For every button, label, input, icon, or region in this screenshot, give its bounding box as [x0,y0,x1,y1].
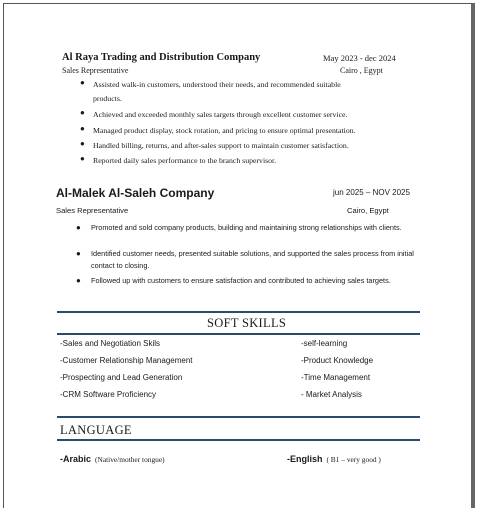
bullet-icon: ● [80,108,85,117]
language-name: -English [287,454,323,464]
job1-bullet-cont: products. [93,94,122,103]
language-level: ( B1 – very good ) [326,455,381,464]
soft-skill-item: -self-learning [301,339,348,348]
job2-bullet: Identified customer needs, presented suitable solutions, and supported the sales process from initial contact to closing. [91,249,414,270]
section-rule [57,333,420,335]
job1-company: Al Raya Trading and Distribution Company [62,52,261,63]
bullet-icon: ● [80,78,85,87]
soft-skill-item: -Sales and Negotiation Skils [60,339,161,348]
job1-role: Sales Representative [62,66,129,75]
section-rule [57,311,420,313]
section-rule [57,439,420,441]
bullet-icon: ● [80,139,85,148]
language-level: (Native/mother tongue) [95,455,165,464]
job1-bullet: Assisted walk-in customers, understood their needs, and recommended suitable [93,80,341,89]
bullet-icon: ● [76,249,81,258]
job2-role: Sales Representative [56,206,129,215]
job1-bullet: Handled billing, returns, and after-sales support to maintain customer satisfaction. [93,141,349,150]
bullet-icon: ● [76,223,81,232]
job1-location: Cairo , Egypt [340,66,383,75]
soft-skills-title: SOFT SKILLS [207,316,287,330]
soft-skill-item: -Time Management [301,373,371,382]
bullet-icon: ● [76,276,81,285]
bullet-icon: ● [80,124,85,133]
language-arabic [60,449,165,467]
soft-skill-item: -Product Knowledge [301,356,374,365]
job2-bullet: Promoted and sold company products, building and maintaining strong relationships with clients. [91,223,402,232]
soft-skill-item: -CRM Software Proficiency [60,390,157,399]
language-english [287,449,381,467]
job1-dates: May 2023 - dec 2024 [323,53,396,63]
language-title: LANGUAGE [60,423,132,437]
language-name: -Arabic [60,454,92,464]
job2-company: Al-Malek Al-Saleh Company [56,186,215,200]
job1-bullet: Managed product display, stock rotation, and pricing to ensure optimal presentation. [93,126,356,135]
job1-bullet: Achieved and exceeded monthly sales targets through excellent customer service. [93,110,348,119]
job1-bullet: Reported daily sales performance to the branch supervisor. [93,156,277,165]
soft-skill-item: -Customer Relationship Management [60,356,193,365]
soft-skill-item: -Prospecting and Lead Generation [60,373,183,382]
job2-dates: jun 2025 – NOV 2025 [333,188,410,197]
job2-location: Cairo, Egypt [347,206,389,215]
bullet-icon: ● [80,154,85,163]
section-rule [57,416,420,418]
soft-skill-item: - Market Analysis [301,390,362,399]
job2-bullet: Followed up with customers to ensure satisfaction and contributed to achieving sales targets. [91,276,391,285]
